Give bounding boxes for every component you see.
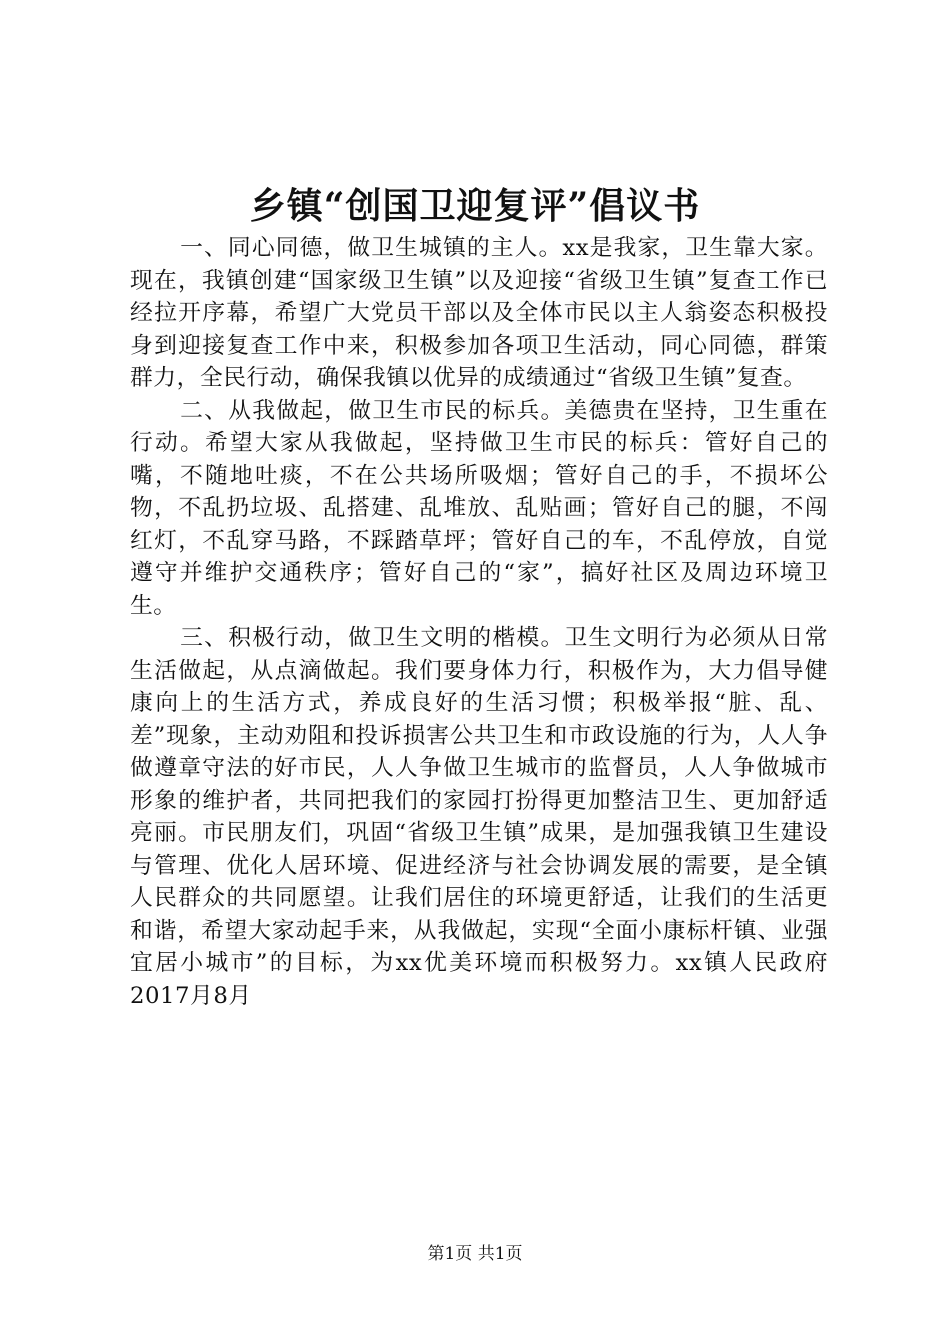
- paragraph-3: 三、积极行动，做卫生文明的楷模。卫生文明行为必须从日常生活做起，从点滴做起。我们要身体力行，积极作为，大力倡导健康向上的生活方式，养成良好的生活习惯；积极举报“脏、乱、差”现象，主动劝阻和投诉损害公共卫生和市政设施的行为，人人争做遵章守法的好市民，人人争做卫生城市的监督员，人人争做城市形象的维护者，共同把我们的家园打扮得更加整洁卫生、更加舒适亮丽。市民朋友们，巩固“省级卫生镇”成果，是加强我镇卫生建设与管理、优化人居环境、促进经济与社会协调发展的需要，是全镇人民群众的共同愿望。让我们居住的环境更舒适，让我们的生活更和谐，希望大家动起手来，从我做起，实现“全面小康标杆镇、业强宜居小城市”的目标，为xx优美环境而积极努力。xx镇人民政府2017月8月: [130, 625, 828, 1009]
- document-body: [130, 232, 828, 1012]
- document-title: 乡镇“创国卫迎复评”倡议书: [249, 185, 701, 227]
- paragraph-1: 一、同心同德，做卫生城镇的主人。xx是我家，卫生靠大家。现在，我镇创建“国家级卫生镇”以及迎接“省级卫生镇”复查工作已经拉开序幕，希望广大党员干部以及全体市民以主人翁姿态积极投身到迎接复查工作中来，积极参加各项卫生活动，同心同德，群策群力，全民行动，确保我镇以优异的成绩通过“省级卫生镇”复查。: [130, 235, 828, 391]
- paragraph-2: 二、从我做起，做卫生市民的标兵。美德贵在坚持，卫生重在行动。希望大家从我做起，坚持做卫生市民的标兵：管好自己的嘴，不随地吐痰，不在公共场所吸烟；管好自己的手，不损坏公物，不乱扔垃圾、乱搭建、乱堆放、乱贴画；管好自己的腿，不闯红灯，不乱穿马路，不踩踏草坪；管好自己的车，不乱停放，自觉遵守并维护交通秩序；管好自己的“家”，搞好社区及周边环境卫生。: [130, 397, 828, 619]
- page-number-footer: 第1页 共1页: [427, 1244, 523, 1264]
